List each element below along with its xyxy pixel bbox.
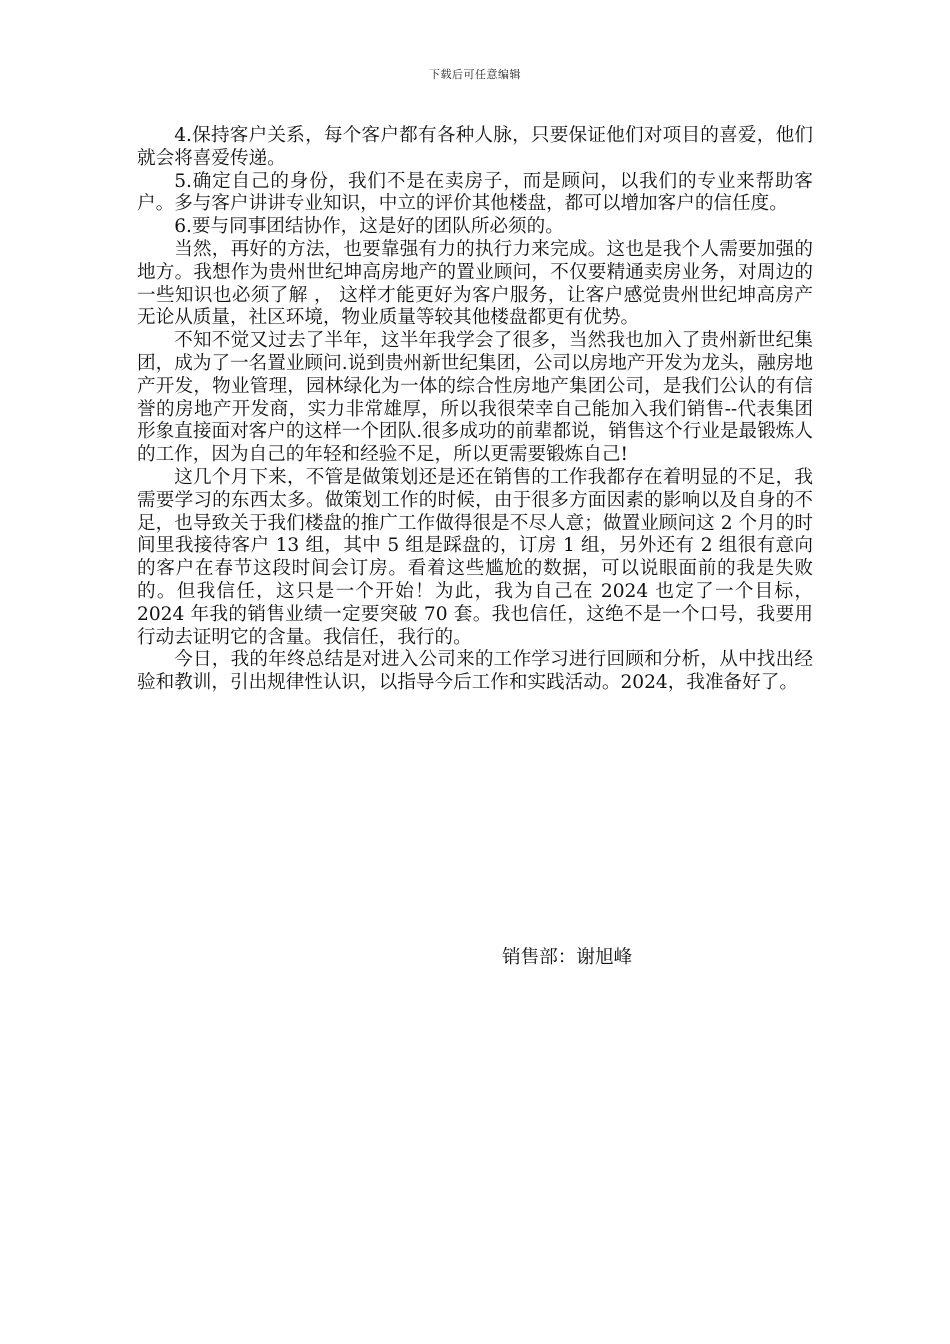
paragraph-execution: 当然，再好的方法，也要靠强有力的执行力来完成。这也是我个人需要加强的地方。我想作为贵州世纪坤高房地产的置业顾问，不仅要精通卖房业务，对周边的一些知识也必须了解 ， 这样才能更好为客户服务，让客户感觉贵州世纪坤高房产无论从质量，社区环境，物业质量等较其他楼盘都更有优势。 <box>137 238 813 329</box>
paragraph-point-4: 4.保持客户关系，每个客户都有各种人脉，只要保证他们对项目的喜爱，他们就会将喜爱传递。 <box>137 125 813 169</box>
page-header: 下载后可任意编辑 <box>429 68 521 81</box>
signature: 销售部：谢旭峰 <box>502 947 633 968</box>
paragraph-point-6: 6.要与同事团结协作，这是好的团队所必须的。 <box>174 216 564 238</box>
paragraph-shortcomings: 这几个月下来，不管是做策划还是还在销售的工作我都存在着明显的不足，我需要学习的东西太多。做策划工作的时候，由于很多方面因素的影响以及自身的不足，也导致关于我们楼盘的推广工作做得很是不尽人意；做置业顾问这 2 个月的时间里我接待客户 13 组，其中 5 组是踩盘的，订房 1 组，另外还有 2 组很有意向的客户在春节这段时间会订房。看着这些尴尬的数据，可以说眼面前的我是失败的。但我信任，这只是一个开始！为此，我为自己在 2024 也定了一个目标，2024 年我的销售业绩一定要突破 70 套。我也信任，这绝不是一个口号，我要用行动去证明它的含量。我信任，我行的。 <box>137 466 813 648</box>
paragraph-half-year: 不知不觉又过去了半年，这半年我学会了很多，当然我也加入了贵州新世纪集团，成为了一名置业顾问.说到贵州新世纪集团，公司以房地产开发为龙头，融房地产开发，物业管理，园林绿化为一体的综合性房地产集团公司，是我们公认的有信誉的房地产开发商，实力非常雄厚，所以我很荣幸自己能加入我们销售--代表集团形象直接面对客户的这样一个团队.很多成功的前辈都说，销售这个行业是最锻炼人的工作，因为自己的年轻和经验不足，所以更需要锻炼自己! <box>137 330 813 466</box>
paragraph-point-5: 5.确定自己的身份，我们不是在卖房子，而是顾问，以我们的专业来帮助客户。多与客户讲讲专业知识，中立的评价其他楼盘，都可以增加客户的信任度。 <box>137 170 813 215</box>
paragraph-conclusion: 今日，我的年终总结是对进入公司来的工作学习进行回顾和分析，从中找出经验和教训，引出规律性认识，以指导今后工作和实践活动。2024，我准备好了。 <box>137 649 813 694</box>
document-body <box>137 125 813 695</box>
